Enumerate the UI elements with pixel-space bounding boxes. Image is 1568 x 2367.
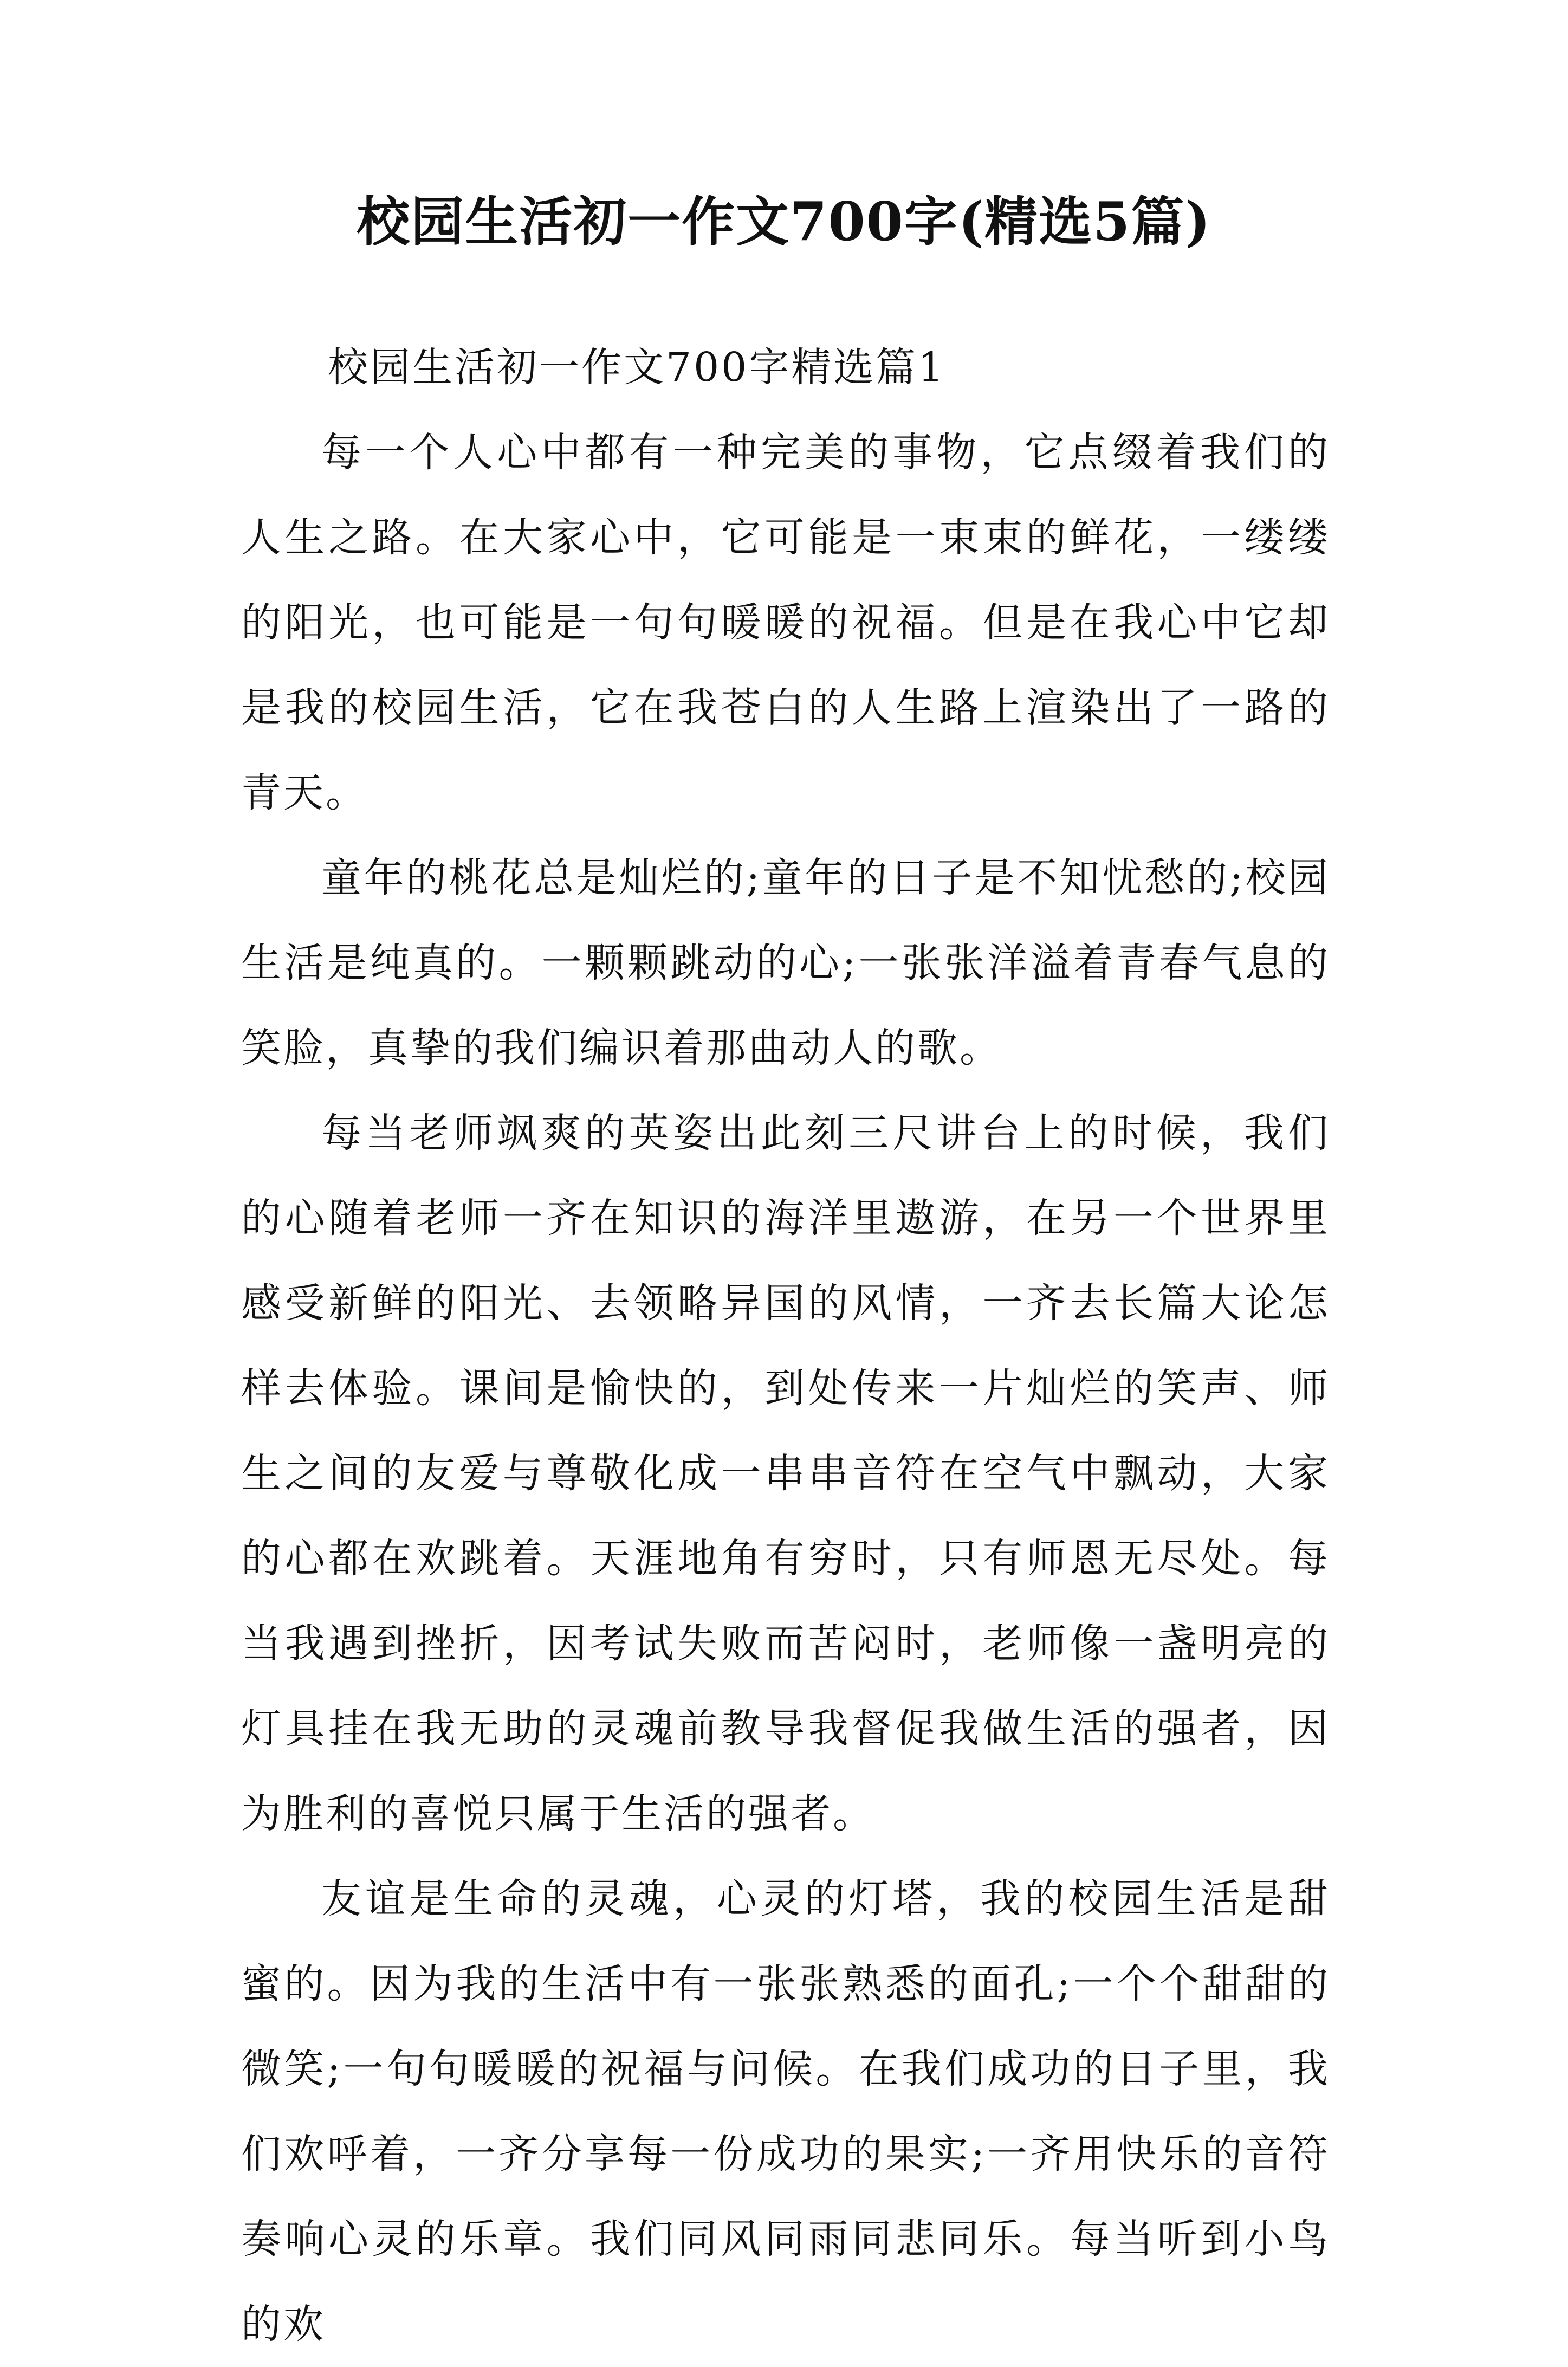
document-title: 校园生活初一作文700字(精选5篇) <box>357 191 1211 253</box>
paragraph: 每当老师飒爽的英姿出此刻三尺讲台上的时候，我们的心随着老师一齐在知识的海洋里遨游，在另一个世界里感受新鲜的阳光、去领略异国的风情，一齐去长篇大论怎样去体验。课间是愉快的，到处传来一片灿烂的笑声、师生之间的友爱与尊敬化成一串串音符在空气中飘动，大家的心都在欢跳着。天涯地角有穷时，只有师恩无尽处。每当我遇到挫折，因考试失败而苦闷时，老师像一盏明亮的灯具挂在我无助的灵魂前教导我督促我做生活的强者，因为胜利的喜悦只属于生活的强者。 <box>241 1110 1330 1837</box>
paragraph: 每一个人心中都有一种完美的事物，它点缀着我们的人生之路。在大家心中，它可能是一束束的鲜花，一缕缕的阳光，也可能是一句句暖暖的祝福。但是在我心中它却是我的校园生活，它在我苍白的人生路上渲染出了一路的青天。 <box>241 429 1330 816</box>
section-heading: 校园生活初一作文700字精选篇1 <box>328 344 946 391</box>
paragraph: 友谊是生命的灵魂，心灵的灯塔，我的校园生活是甜蜜的。因为我的生活中有一张张熟悉的面孔;一个个甜甜的微笑;一句句暖暖的祝福与问候。在我们成功的日子里，我们欢呼着，一齐分享每一份成功的果实;一齐用快乐的音符奏响心灵的乐章。我们同风同雨同悲同乐。每当听到小鸟的欢 <box>241 1876 1330 2347</box>
document-body <box>241 325 1330 2367</box>
paragraph: 童年的桃花总是灿烂的;童年的日子是不知忧愁的;校园生活是纯真的。一颗颗跳动的心;一张张洋溢着青春气息的笑脸，真挚的我们编识着那曲动人的歌。 <box>241 855 1330 1071</box>
